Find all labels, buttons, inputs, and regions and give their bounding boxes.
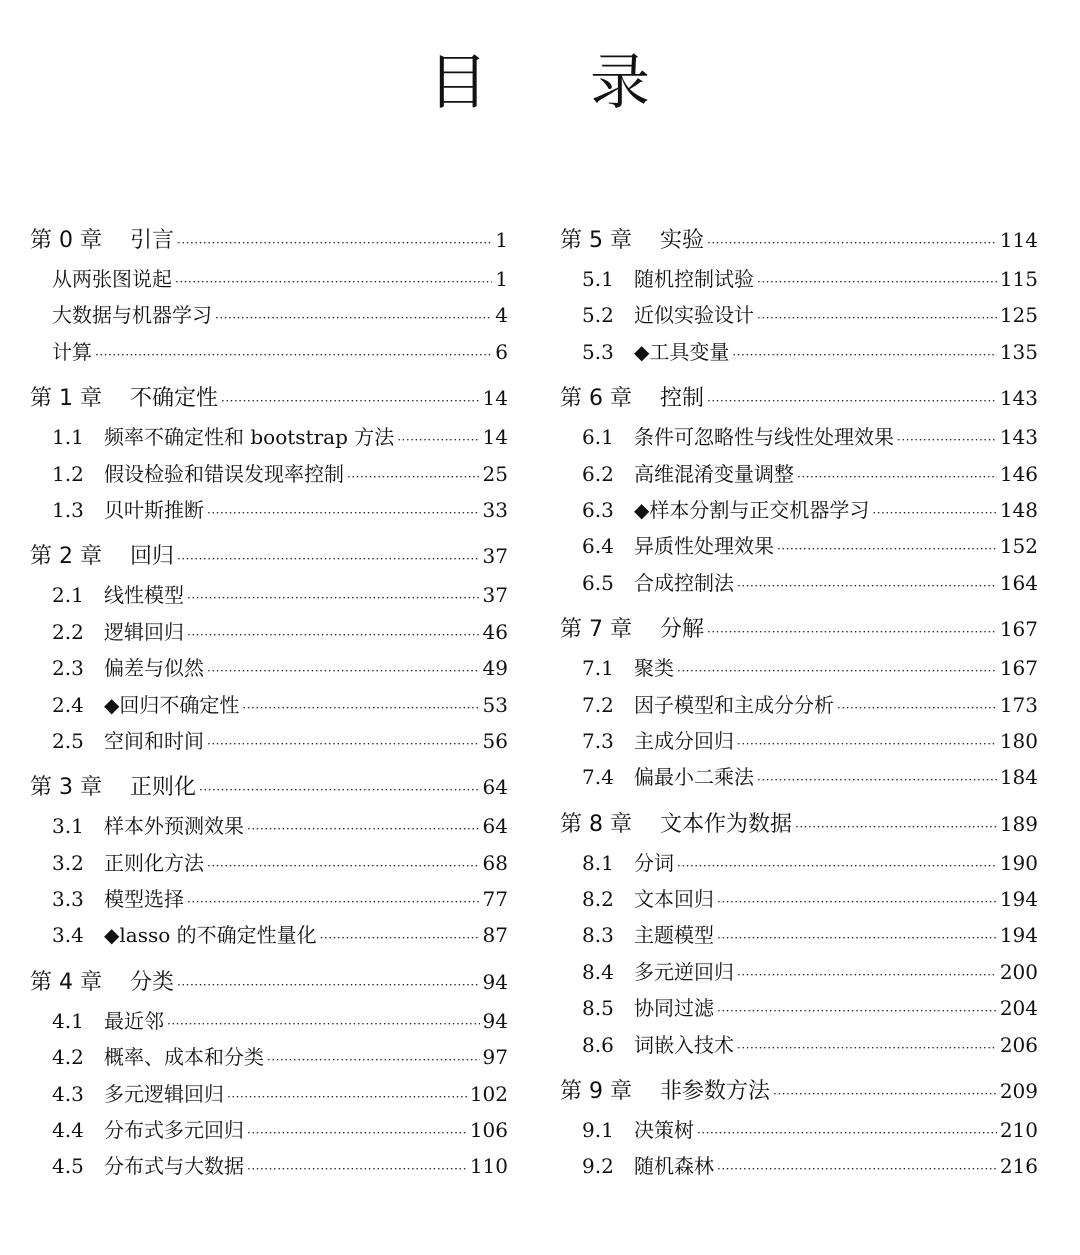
section-page-number: 4 (495, 303, 508, 328)
section-page-number: 210 (999, 1118, 1038, 1143)
section-page-number: 68 (482, 850, 508, 875)
chapter-number: 第 3 章 (30, 775, 102, 801)
section-entry[interactable] (560, 261, 1038, 297)
chapter-block (30, 378, 508, 528)
section-number: 7.2 (582, 692, 614, 717)
section-number: 8.3 (582, 923, 614, 948)
section-entry[interactable] (560, 565, 1038, 601)
chapter-title: 不确定性 (130, 386, 219, 412)
chapter-page-number: 189 (999, 811, 1038, 836)
section-title: 多元逆回归 (634, 959, 734, 984)
section-page-number: 94 (482, 1008, 508, 1033)
section-entry[interactable] (30, 687, 508, 723)
section-title: 随机森林 (634, 1154, 714, 1179)
section-page-number: 14 (482, 425, 508, 450)
section-number: 1.2 (52, 461, 84, 486)
dot-leader (221, 381, 480, 422)
dot-leader (897, 422, 997, 458)
dot-leader (215, 300, 492, 336)
chapter-block (560, 220, 1038, 370)
chapter-block (560, 1071, 1038, 1185)
section-title: 决策树 (634, 1118, 694, 1143)
dot-leader (177, 223, 492, 264)
section-entry[interactable] (560, 297, 1038, 333)
section-entry[interactable] (30, 723, 508, 759)
chapter-page-number: 209 (999, 1079, 1038, 1104)
section-entry[interactable] (560, 881, 1038, 917)
section-page-number: 204 (999, 996, 1038, 1021)
dot-leader (757, 762, 997, 798)
section-page-number: 1 (495, 267, 508, 291)
section-number: 2.1 (52, 583, 84, 608)
dot-leader (777, 531, 997, 567)
section-title: 聚类 (634, 656, 674, 681)
section-entry[interactable] (30, 650, 508, 686)
section-page-number: 164 (999, 570, 1038, 595)
section-title: 逻辑回归 (104, 619, 184, 644)
chapter-page-number: 1 (495, 228, 508, 252)
dot-leader (207, 653, 480, 689)
dot-leader (757, 264, 997, 300)
dot-leader (247, 1151, 467, 1187)
section-entry[interactable] (560, 1112, 1038, 1148)
dot-leader (717, 993, 997, 1029)
dot-leader (247, 1115, 467, 1151)
section-number: 2.2 (52, 619, 84, 644)
section-number: 4.2 (52, 1045, 84, 1070)
chapter-block (30, 767, 508, 954)
chapter-number: 第 1 章 (30, 386, 102, 412)
section-number: 5.2 (582, 303, 614, 328)
chapter-block (560, 804, 1038, 1063)
chapter-entry[interactable] (560, 220, 1038, 261)
section-page-number: 56 (482, 728, 508, 753)
section-number: 7.1 (582, 656, 614, 681)
section-title: 大数据与机器学习 (52, 303, 212, 328)
dot-leader (707, 223, 997, 264)
chapter-title: 分类 (130, 969, 175, 995)
section-entry[interactable] (560, 917, 1038, 953)
page-title (0, 48, 1080, 118)
dot-leader (177, 965, 480, 1006)
section-title: 主题模型 (634, 923, 714, 948)
section-entry[interactable] (30, 614, 508, 650)
section-entry[interactable] (30, 1039, 508, 1075)
chapter-page-number: 143 (999, 386, 1038, 411)
dot-leader (167, 1006, 480, 1042)
chapter-entry[interactable] (30, 962, 508, 1003)
section-title: 贝叶斯推断 (104, 497, 204, 522)
dot-leader (227, 1079, 467, 1115)
dot-leader (95, 337, 492, 373)
section-title: 空间和时间 (104, 728, 204, 753)
title-char-2: 录 (590, 48, 652, 118)
section-entry[interactable] (560, 687, 1038, 723)
section-page-number: 146 (999, 461, 1038, 486)
dot-leader (795, 807, 997, 848)
chapter-block (560, 609, 1038, 796)
chapter-entry[interactable] (30, 767, 508, 808)
chapter-page-number: 114 (999, 228, 1038, 252)
dot-leader (737, 726, 997, 762)
section-page-number: 125 (999, 303, 1038, 328)
section-title: 模型选择 (104, 887, 184, 912)
section-title: 分词 (634, 850, 674, 875)
section-number: 8.2 (582, 887, 614, 912)
section-title: 假设检验和错误发现率控制 (104, 461, 344, 486)
section-page-number: 194 (999, 923, 1038, 948)
section-entry[interactable] (30, 492, 508, 528)
section-title: 词嵌入技术 (634, 1032, 734, 1057)
chapter-title: 文本作为数据 (660, 811, 793, 837)
chapter-number: 第 7 章 (560, 617, 632, 643)
section-page-number: 6 (495, 339, 508, 364)
section-page-number: 152 (999, 534, 1038, 559)
section-title: 合成控制法 (634, 570, 734, 595)
section-title: 条件可忽略性与线性处理效果 (634, 425, 894, 450)
section-title: 概率、成本和分类 (104, 1045, 264, 1070)
section-title: 最近邻 (104, 1008, 164, 1033)
dot-leader (320, 920, 480, 956)
section-title: 主成分回归 (634, 728, 734, 753)
chapter-entry[interactable] (560, 804, 1038, 845)
section-entry[interactable] (560, 954, 1038, 990)
dot-leader (707, 381, 997, 422)
section-page-number: 180 (999, 728, 1038, 753)
section-title: 因子模型和主成分分析 (634, 692, 834, 717)
dot-leader (177, 539, 480, 580)
section-entry[interactable] (30, 456, 508, 492)
dot-leader (242, 690, 479, 726)
section-entry[interactable] (560, 419, 1038, 455)
section-number: 3.3 (52, 887, 84, 912)
section-title: 异质性处理效果 (634, 534, 774, 559)
chapter-title: 回归 (130, 544, 175, 570)
section-number: 6.2 (582, 461, 614, 486)
section-entry[interactable] (30, 1003, 508, 1039)
section-page-number: 46 (482, 619, 508, 644)
section-entry[interactable] (560, 845, 1038, 881)
dot-leader (187, 580, 480, 616)
chapter-number: 第 2 章 (30, 544, 102, 570)
section-page-number: 97 (482, 1045, 508, 1070)
section-title: 分布式与大数据 (104, 1154, 244, 1179)
section-page-number: 77 (482, 887, 508, 912)
section-title: 样本外预测效果 (104, 814, 244, 839)
section-number: 3.2 (52, 850, 84, 875)
chapter-number: 第 5 章 (560, 228, 632, 253)
section-title: 文本回归 (634, 887, 714, 912)
dot-leader (737, 957, 997, 993)
dot-leader (717, 920, 997, 956)
dot-leader (872, 495, 996, 531)
dot-leader (737, 568, 997, 604)
section-number: 1.3 (52, 497, 84, 522)
section-entry[interactable] (30, 1148, 508, 1184)
section-title: 频率不确定性和 bootstrap 方法 (104, 425, 395, 450)
section-page-number: 115 (999, 267, 1038, 291)
section-entry[interactable] (560, 456, 1038, 492)
section-number: 5.1 (582, 267, 614, 291)
dot-leader (732, 337, 996, 373)
section-page-number: 190 (999, 850, 1038, 875)
section-entry[interactable] (30, 808, 508, 844)
dot-leader (247, 811, 480, 847)
chapter-title: 控制 (660, 386, 705, 412)
section-page-number: 106 (469, 1118, 508, 1143)
chapter-block (30, 536, 508, 759)
section-entry[interactable] (30, 297, 508, 333)
section-number: 2.3 (52, 656, 84, 681)
dot-leader (773, 1074, 997, 1115)
section-title: 近似实验设计 (634, 303, 754, 328)
section-page-number: 194 (999, 887, 1038, 912)
section-entry[interactable] (30, 1076, 508, 1112)
chapter-title: 分解 (660, 617, 705, 643)
section-title: ◆lasso 的不确定性量化 (104, 923, 317, 948)
section-entry[interactable] (560, 528, 1038, 564)
section-title: ◆工具变量 (634, 339, 730, 364)
section-number: 8.6 (582, 1032, 614, 1057)
section-page-number: 206 (999, 1032, 1038, 1057)
section-number: 9.2 (582, 1154, 614, 1179)
chapter-page-number: 37 (482, 544, 508, 569)
section-page-number: 167 (999, 656, 1038, 681)
dot-leader (717, 1151, 997, 1187)
title-char-1: 目 (428, 48, 490, 118)
section-number: 4.3 (52, 1081, 84, 1106)
dot-leader (199, 770, 480, 811)
chapter-title: 正则化 (130, 775, 197, 801)
section-page-number: 173 (999, 692, 1038, 717)
dot-leader (175, 264, 492, 300)
section-title: 分布式多元回归 (104, 1118, 244, 1143)
chapter-page-number: 14 (482, 386, 508, 411)
section-page-number: 135 (999, 339, 1038, 364)
section-number: 8.1 (582, 850, 614, 875)
section-entry[interactable] (30, 334, 508, 370)
chapter-entry[interactable] (560, 1071, 1038, 1112)
section-entry[interactable] (30, 577, 508, 613)
dot-leader (187, 617, 480, 653)
section-number: 8.4 (582, 959, 614, 984)
section-title: 高维混淆变量调整 (634, 461, 794, 486)
chapter-page-number: 167 (999, 617, 1038, 642)
section-number: 5.3 (582, 339, 614, 364)
section-entry[interactable] (560, 990, 1038, 1026)
section-title: 计算 (52, 339, 92, 364)
section-title: 从两张图说起 (52, 267, 172, 291)
section-page-number: 49 (482, 656, 508, 681)
section-page-number: 53 (482, 692, 508, 717)
chapter-title: 引言 (130, 228, 175, 253)
section-number: 6.4 (582, 534, 614, 559)
section-entry[interactable] (30, 845, 508, 881)
section-entry[interactable] (560, 1148, 1038, 1184)
section-page-number: 110 (469, 1154, 508, 1179)
section-entry[interactable] (30, 419, 508, 455)
chapter-title: 实验 (660, 228, 705, 253)
chapter-page-number: 64 (482, 775, 508, 800)
section-number: 9.1 (582, 1118, 614, 1143)
section-entry[interactable] (30, 881, 508, 917)
dot-leader (207, 848, 480, 884)
chapter-number: 第 0 章 (30, 228, 102, 253)
chapter-entry[interactable] (560, 378, 1038, 419)
section-entry[interactable] (30, 917, 508, 953)
section-page-number: 64 (482, 814, 508, 839)
section-number: 4.1 (52, 1008, 84, 1033)
dot-leader (677, 653, 997, 689)
section-title: ◆样本分割与正交机器学习 (634, 497, 870, 522)
section-number: 3.4 (52, 923, 84, 948)
dot-leader (207, 726, 480, 762)
section-page-number: 87 (482, 923, 508, 948)
section-title: 随机控制试验 (634, 267, 754, 291)
section-number: 6.1 (582, 425, 614, 450)
section-number: 1.1 (52, 425, 84, 450)
section-page-number: 184 (999, 765, 1038, 790)
section-number: 7.4 (582, 765, 614, 790)
chapter-entry[interactable] (560, 609, 1038, 650)
dot-leader (677, 848, 997, 884)
section-number: 2.4 (52, 692, 84, 717)
dot-leader (697, 1115, 997, 1151)
section-number: 6.3 (582, 497, 614, 522)
dot-leader (187, 884, 480, 920)
chapter-entry[interactable] (30, 378, 508, 419)
section-entry[interactable] (560, 650, 1038, 686)
section-entry[interactable] (560, 1027, 1038, 1063)
section-title: 偏差与似然 (104, 656, 204, 681)
section-entry[interactable] (30, 1112, 508, 1148)
section-number: 3.1 (52, 814, 84, 839)
chapter-number: 第 4 章 (30, 969, 102, 995)
section-page-number: 102 (469, 1081, 508, 1106)
section-number: 6.5 (582, 570, 614, 595)
chapter-entry[interactable] (30, 536, 508, 577)
dot-leader (717, 884, 997, 920)
toc-right-column (560, 220, 1038, 1193)
chapter-block (30, 220, 508, 370)
dot-leader (737, 1030, 997, 1066)
dot-leader (837, 690, 997, 726)
chapter-number: 第 9 章 (560, 1079, 632, 1105)
section-number: 8.5 (582, 996, 614, 1021)
section-page-number: 37 (482, 583, 508, 608)
section-number: 4.4 (52, 1118, 84, 1143)
section-title: 偏最小二乘法 (634, 765, 754, 790)
section-page-number: 25 (482, 461, 508, 486)
section-entry[interactable] (560, 492, 1038, 528)
chapter-number: 第 6 章 (560, 386, 632, 412)
section-title: 多元逻辑回归 (104, 1081, 224, 1106)
section-entry[interactable] (560, 759, 1038, 795)
section-page-number: 216 (999, 1154, 1038, 1179)
dot-leader (707, 612, 997, 653)
dot-leader (757, 300, 997, 336)
section-number: 7.3 (582, 728, 614, 753)
section-title: 协同过滤 (634, 996, 714, 1021)
section-title: ◆回归不确定性 (104, 692, 240, 717)
section-page-number: 200 (999, 959, 1038, 984)
section-entry[interactable] (560, 723, 1038, 759)
chapter-number: 第 8 章 (560, 811, 632, 837)
section-number: 2.5 (52, 728, 84, 753)
toc-left-column (30, 220, 508, 1193)
chapter-title: 非参数方法 (660, 1079, 771, 1105)
section-entry[interactable] (30, 261, 508, 297)
section-page-number: 143 (999, 425, 1038, 450)
chapter-entry[interactable] (30, 220, 508, 261)
chapter-page-number: 94 (482, 969, 508, 994)
dot-leader (347, 459, 480, 495)
dot-leader (267, 1042, 480, 1078)
section-number: 4.5 (52, 1154, 84, 1179)
section-title: 正则化方法 (104, 850, 204, 875)
chapter-block (560, 378, 1038, 601)
section-title: 线性模型 (104, 583, 184, 608)
section-entry[interactable] (560, 334, 1038, 370)
dot-leader (207, 495, 480, 531)
dot-leader (397, 422, 479, 458)
section-page-number: 33 (482, 497, 508, 522)
section-page-number: 148 (999, 497, 1038, 522)
dot-leader (797, 459, 997, 495)
chapter-block (30, 962, 508, 1185)
